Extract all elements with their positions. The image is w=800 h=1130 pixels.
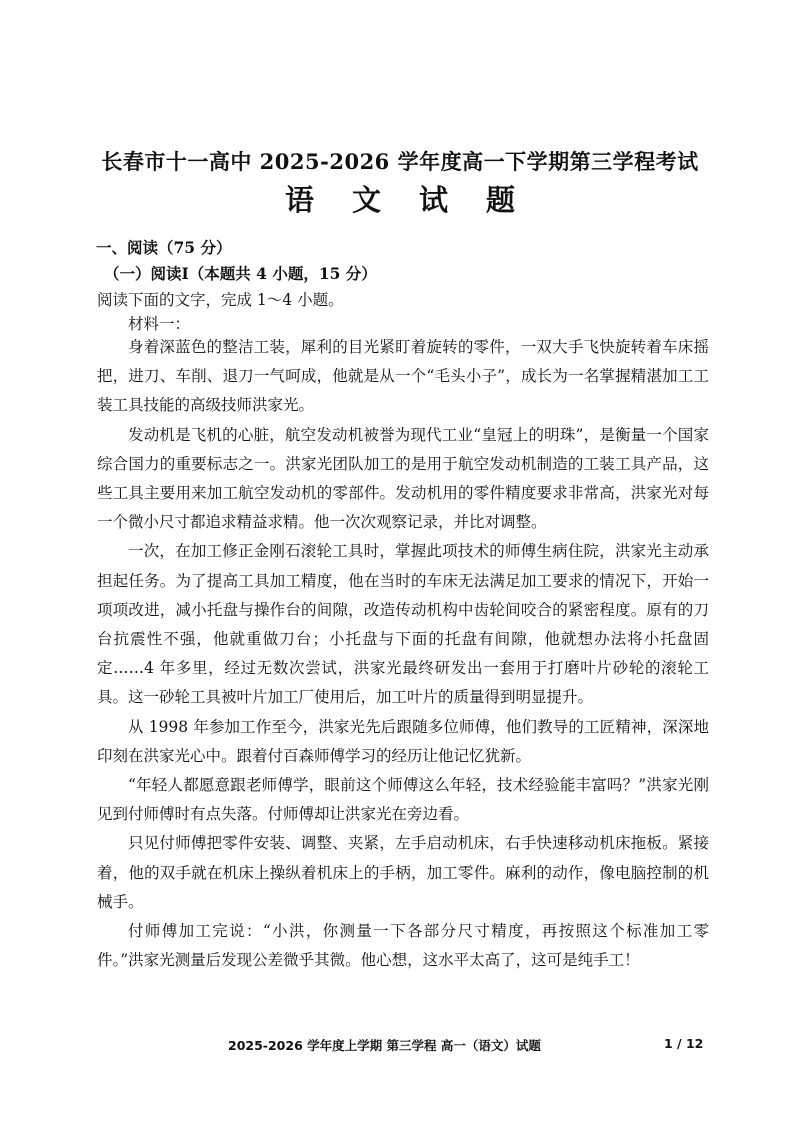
passage-paragraph: 身着深蓝色的整洁工装，犀利的目光紧盯着旋转的零件，一双大手飞快旋转着车床摇把，进刀、车削、退刀一气呵成，他就是从一个“毛头小子”，成长为一名掌握精湛加工工装工具技能的高级技师洪家光。 xyxy=(97,338,709,415)
reading-instruction: 阅读下面的文字，完成 1～4 小题。 xyxy=(97,291,344,309)
subsection-heading: （一）阅读Ⅰ（本题共 4 小题，15 分） xyxy=(104,264,377,283)
passage-paragraph: 只见付师傅把零件安装、调整、夹紧，左手启动机床，右手快速移动机床拖板。紧接着，他的双手就在机床上操纵着机床上的手柄，加工零件。麻利的动作，像电脑控制的机械手。 xyxy=(97,834,709,911)
passage-paragraph: 发动机是飞机的心脏，航空发动机被誉为现代工业“皇冠上的明珠”，是衡量一个国家综合国力的重要标志之一。洪家光团队加工的是用于航空发动机制造的工装工具产品，这些工具主要用来加工航空发动机的零部件。发动机用的零件精度要求非常高，洪家光对每一个微小尺寸都追求精益求精。他一次次观察记录，并比对调整。 xyxy=(97,425,709,532)
section-heading: 一、阅读（75 分） xyxy=(96,238,232,257)
passage-paragraph: 付师傅加工完说：“小洪，你测量一下各部分尺寸精度，再按照这个标准加工零件。”洪家光测量后发现公差微乎其微。他心想，这水平太高了，这可是纯手工！ xyxy=(97,922,709,970)
subject-title: 语文试题 xyxy=(284,183,553,217)
footer-exam-info: 2025-2026 学年度上学期 第三学程 高一（语文）试题 xyxy=(228,1038,541,1053)
material-label: 材料一： xyxy=(128,315,191,333)
passage-paragraph: 从 1998 年参加工作至今，洪家光先后跟随多位师傅，他们教导的工匠精神，深深地印刻在洪家光心中。跟着付百森师傅学习的经历让他记忆犹新。 xyxy=(97,717,709,765)
reading-passage xyxy=(97,333,709,975)
page-number: 1 / 12 xyxy=(664,1036,704,1051)
passage-paragraph: 一次，在加工修正金刚石滚轮工具时，掌握此项技术的师傅生病住院，洪家光主动承担起任务。为了提高工具加工精度，他在当时的车床无法满足加工要求的情况下，开始一项项改进，减小托盘与操作台的间隙，改造传动机构中齿轮间咬合的紧密程度。原有的刀台抗震性不强，他就重做刀台；小托盘与下面的托盘有间隙，他就想办法将小托盘固定……4 年多里，经过无数次尝试，洪家光最终研发出一套用于打磨叶片砂轮的滚轮工具。这一砂轮工具被叶片加工厂使用后，加工叶片的质量得到明显提升。 xyxy=(97,542,709,707)
exam-title: 长春市十一高中 2025-2026 学年度高一下学期第三学程考试 xyxy=(101,149,699,174)
passage-paragraph: “年轻人都愿意跟老师傅学，眼前这个师傅这么年轻，技术经验能丰富吗？”洪家光刚见到付师傅时有点失落。付师傅却让洪家光在旁边看。 xyxy=(97,776,709,824)
